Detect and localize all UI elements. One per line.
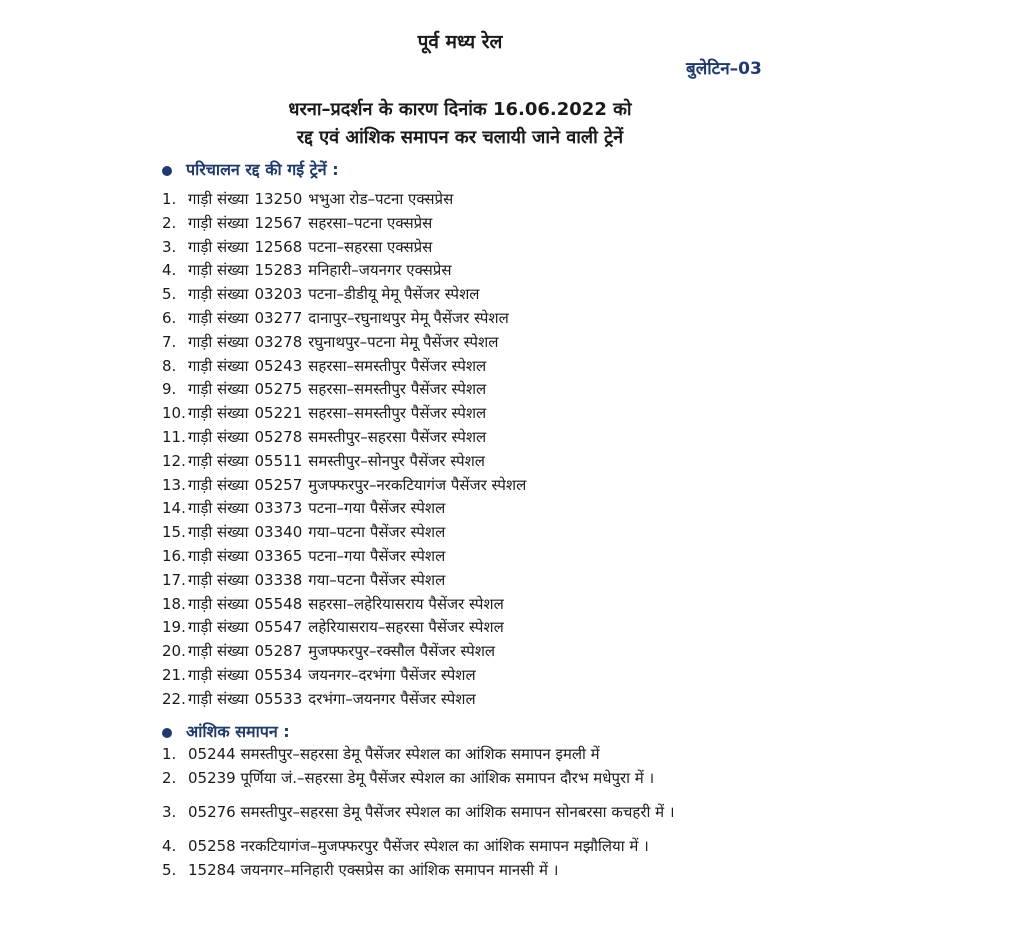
row-number: 5. — [162, 285, 177, 304]
train-number: 03278 — [254, 332, 303, 351]
partial-row — [162, 800, 812, 824]
train-name: सहरसा–समस्तीपुर पैसेंजर स्पेशल — [308, 404, 487, 423]
partial-text: 05276 समस्तीपुर–सहरसा डेमू पैसेंजर स्पेशल का आंशिक समापन सोनबरसा कचहरी में । — [188, 803, 675, 821]
partial-text: 05239 पूर्णिया जं.–सहरसा डेमू पैसेंजर स्पेशल का आंशिक समापन दौरभ मधेपुरा में । — [188, 769, 655, 787]
train-row — [162, 545, 526, 569]
train-label: गाड़ी संख्या — [188, 308, 249, 327]
train-row — [162, 664, 526, 688]
train-name: समस्तीपुर–सोनपुर पैसेंजर स्पेशल — [308, 451, 485, 470]
train-label: गाड़ी संख्या — [188, 451, 249, 470]
row-number: 3. — [162, 237, 177, 256]
train-name: मुजफ्फरपुर–नरकटियागंज पैसेंजर स्पेशल — [308, 475, 527, 494]
train-row — [162, 259, 526, 283]
train-number: 05257 — [254, 475, 303, 494]
row-number: 13. — [162, 475, 186, 494]
train-row — [162, 688, 526, 712]
train-label: गाड़ी संख्या — [188, 642, 249, 661]
train-number: 05243 — [254, 356, 303, 375]
bullet-icon — [162, 166, 172, 176]
train-number: 05221 — [254, 404, 303, 423]
train-row — [162, 593, 526, 617]
row-number: 6. — [162, 308, 177, 327]
train-number: 03365 — [254, 546, 303, 565]
train-number: 03338 — [254, 570, 303, 589]
bullet-icon — [162, 728, 172, 738]
train-name: सहरसा–समस्तीपुर पैसेंजर स्पेशल — [308, 380, 487, 399]
cancelled-heading-text: परिचालन रद्द की गई ट्रेनें : — [186, 160, 339, 179]
train-row — [162, 212, 526, 236]
train-name: जयनगर–दरभंगा पैसेंजर स्पेशल — [308, 665, 476, 684]
train-row — [162, 307, 526, 331]
train-name: गया–पटना पैसेंजर स्पेशल — [308, 570, 446, 589]
train-label: गाड़ी संख्या — [188, 523, 249, 542]
row-number: 2. — [162, 769, 177, 787]
row-number: 15. — [162, 523, 186, 542]
title-line-1: धरना–प्रदर्शन के कारण दिनांक 16.06.2022 को — [288, 99, 632, 120]
train-label: गाड़ी संख्या — [188, 594, 249, 613]
row-number: 5. — [162, 861, 177, 879]
train-label: गाड़ी संख्या — [188, 404, 249, 423]
row-number: 12. — [162, 451, 186, 470]
train-row — [162, 188, 526, 212]
row-number: 9. — [162, 380, 177, 399]
partial-text: 05244 समस्तीपुर–सहरसा डेमू पैसेंजर स्पेशल का आंशिक समापन इमली में — [188, 745, 600, 763]
train-number: 12568 — [254, 237, 303, 256]
train-number: 15283 — [254, 261, 303, 280]
partial-row — [162, 858, 812, 882]
row-number: 16. — [162, 546, 186, 565]
row-number: 11. — [162, 427, 186, 446]
train-name: सहरसा–पटना एक्सप्रेस — [308, 213, 433, 232]
train-label: गाड़ी संख्या — [188, 237, 249, 256]
organization-name: पूर्व मध्य रेल — [417, 31, 503, 53]
train-number: 12567 — [254, 213, 303, 232]
train-number: 05287 — [254, 642, 303, 661]
train-row — [162, 616, 526, 640]
row-number: 1. — [162, 745, 177, 763]
row-number: 17. — [162, 570, 186, 589]
train-number: 03203 — [254, 285, 303, 304]
train-number: 13250 — [254, 190, 303, 208]
train-label: गाड़ी संख्या — [188, 618, 249, 637]
train-row — [162, 378, 526, 402]
train-label: गाड़ी संख्या — [188, 261, 249, 280]
row-number: 10. — [162, 404, 186, 423]
partial-text: 05258 नरकटियागंज–मुजफ्फरपुर पैसेंजर स्पेशल का आंशिक समापन मझौलिया में । — [188, 837, 649, 855]
train-label: गाड़ी संख्या — [188, 570, 249, 589]
train-row — [162, 640, 526, 664]
row-number: 1. — [162, 190, 177, 208]
train-row — [162, 450, 526, 474]
row-number: 14. — [162, 499, 186, 518]
train-row — [162, 521, 526, 545]
row-number: 3. — [162, 803, 177, 821]
train-name: सहरसा–समस्तीपुर पैसेंजर स्पेशल — [308, 356, 487, 375]
bulletin-number: बुलेटिन–03 — [686, 59, 762, 79]
train-label: गाड़ी संख्या — [188, 499, 249, 518]
row-number: 21. — [162, 665, 186, 684]
train-label: गाड़ी संख्या — [188, 546, 249, 565]
row-number: 19. — [162, 618, 186, 637]
row-number: 4. — [162, 837, 177, 855]
train-name: पटना–गया पैसेंजर स्पेशल — [308, 546, 446, 565]
train-row — [162, 497, 526, 521]
partial-row — [162, 742, 812, 766]
train-name: समस्तीपुर–सहरसा पैसेंजर स्पेशल — [308, 427, 487, 446]
row-number: 20. — [162, 642, 186, 661]
train-number: 05275 — [254, 380, 303, 399]
train-name: पटना–गया पैसेंजर स्पेशल — [308, 499, 446, 518]
train-label: गाड़ी संख्या — [188, 475, 249, 494]
row-number: 4. — [162, 261, 177, 280]
train-row — [162, 426, 526, 450]
train-number: 05278 — [254, 427, 303, 446]
train-label: गाड़ी संख्या — [188, 427, 249, 446]
train-label: गाड़ी संख्या — [188, 356, 249, 375]
train-name: लहेरियासराय–सहरसा पैसेंजर स्पेशल — [308, 618, 504, 637]
train-number: 05511 — [254, 451, 303, 470]
train-label: गाड़ी संख्या — [188, 689, 249, 708]
row-number: 8. — [162, 356, 177, 375]
train-name: भभुआ रोड–पटना एक्सप्रेस — [308, 190, 454, 208]
train-label: गाड़ी संख्या — [188, 380, 249, 399]
train-number: 03340 — [254, 523, 303, 542]
row-number: 7. — [162, 332, 177, 351]
train-number: 03277 — [254, 308, 303, 327]
train-row — [162, 283, 526, 307]
row-number: 2. — [162, 213, 177, 232]
document-title — [0, 96, 920, 152]
partial-row — [162, 834, 812, 858]
train-number: 05533 — [254, 689, 303, 708]
train-name: पटना–डीडीयू मेमू पैसेंजर स्पेशल — [308, 285, 480, 304]
row-number: 18. — [162, 594, 186, 613]
train-number: 03373 — [254, 499, 303, 518]
train-name: दरभंगा–जयनगर पैसेंजर स्पेशल — [308, 689, 476, 708]
cancelled-train-list — [162, 188, 526, 712]
cancelled-section-heading — [162, 158, 339, 180]
train-label: गाड़ी संख्या — [188, 285, 249, 304]
train-label: गाड़ी संख्या — [188, 213, 249, 232]
partial-termination-list — [162, 742, 812, 882]
title-line-2: रद्द एवं आंशिक समापन कर चलायी जाने वाली ट्रेनें — [296, 127, 624, 148]
train-number: 05547 — [254, 618, 303, 637]
train-name: दानापुर–रघुनाथपुर मेमू पैसेंजर स्पेशल — [308, 308, 509, 327]
train-row — [162, 474, 526, 498]
train-row — [162, 355, 526, 379]
train-name: गया–पटना पैसेंजर स्पेशल — [308, 523, 446, 542]
row-number: 22. — [162, 689, 186, 708]
train-label: गाड़ी संख्या — [188, 665, 249, 684]
train-row — [162, 331, 526, 355]
train-row — [162, 569, 526, 593]
partial-row — [162, 766, 812, 790]
train-row — [162, 236, 526, 260]
train-name: पटना–सहरसा एक्सप्रेस — [308, 237, 433, 256]
train-label: गाड़ी संख्या — [188, 332, 249, 351]
partial-section-heading — [162, 720, 290, 742]
train-label: गाड़ी संख्या — [188, 190, 249, 208]
train-name: सहरसा–लहेरियासराय पैसेंजर स्पेशल — [308, 594, 504, 613]
partial-text: 15284 जयनगर–मनिहारी एक्सप्रेस का आंशिक समापन मानसी में । — [188, 861, 559, 879]
train-number: 05548 — [254, 594, 303, 613]
train-name: मुजफ्फरपुर–रक्सौल पैसेंजर स्पेशल — [308, 642, 496, 661]
train-name: मनिहारी–जयनगर एक्सप्रेस — [308, 261, 452, 280]
train-number: 05534 — [254, 665, 303, 684]
train-name: रघुनाथपुर–पटना मेमू पैसेंजर स्पेशल — [308, 332, 499, 351]
train-row — [162, 402, 526, 426]
partial-heading-text: आंशिक समापन : — [186, 722, 290, 741]
